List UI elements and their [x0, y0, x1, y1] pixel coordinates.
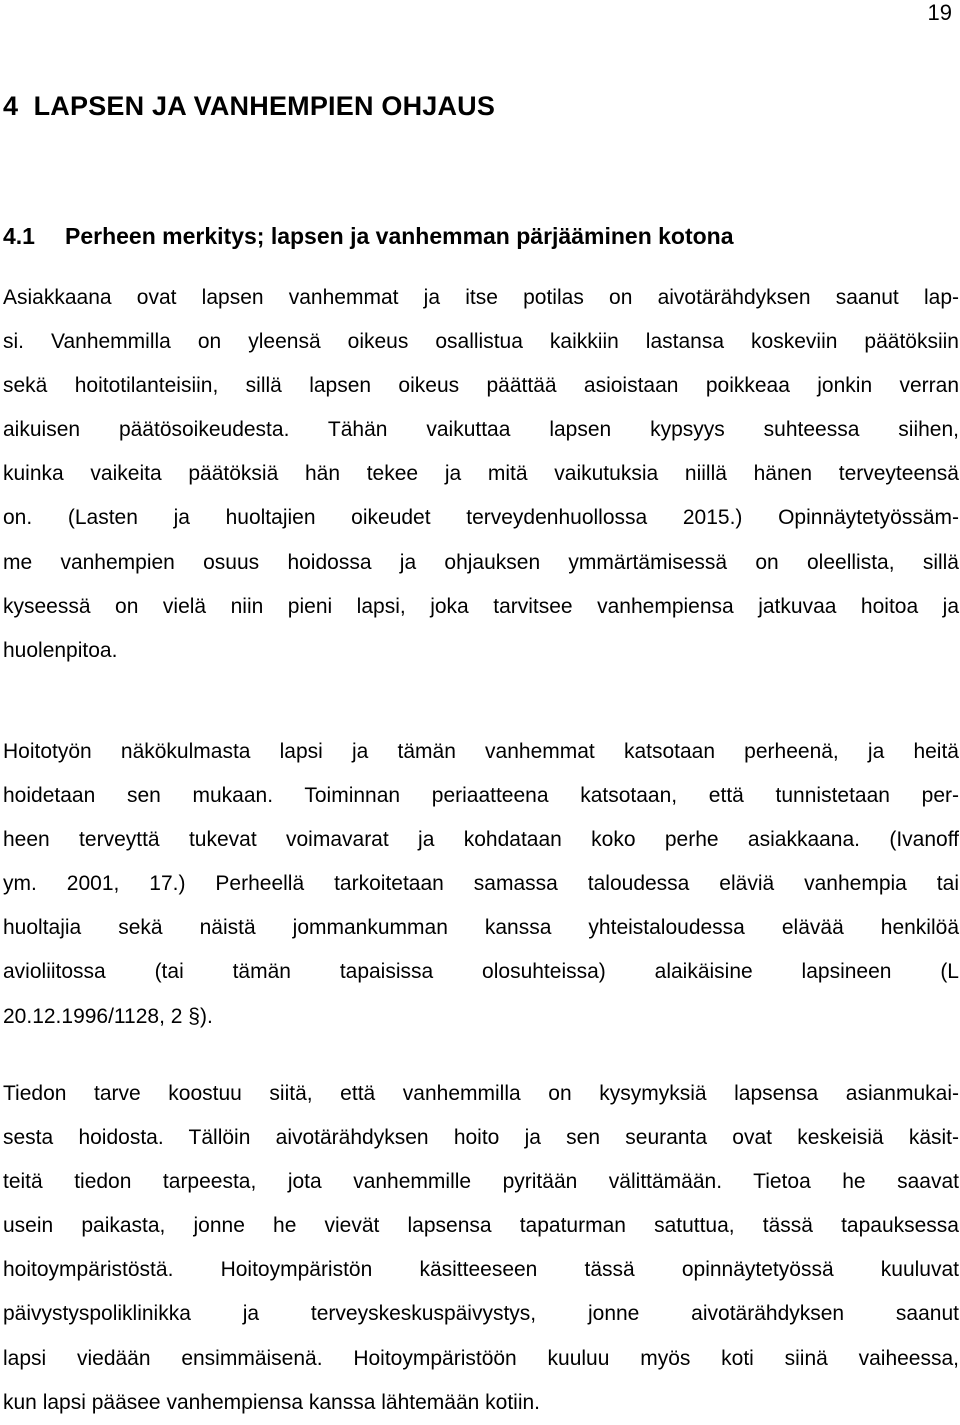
paragraph-line: sekä hoitotilanteisiin, sillä lapsen oikeus päättää asioistaan poikkeaa jonkin verran: [3, 374, 959, 398]
paragraph-line: lapsi viedään ensimmäisenä. Hoitoympäristöön kuuluu myös koti siinä vaiheessa,: [3, 1346, 959, 1370]
paragraph-line: avioliitossa (tai tämän tapaisissa olosuhteissa) alaikäisine lapsineen (L: [3, 960, 959, 984]
paragraph-line: päivystyspoliklinikka ja terveyskeskuspäivystys, jonne aivotärähdyksen saanut: [3, 1302, 959, 1326]
paragraph-line: huoltajia sekä näistä jommankumman kanssa yhteistaloudessa elävää henkilöä: [3, 916, 959, 940]
paragraph-line: teitä tiedon tarpeesta, jota vanhemmille pyritään välittämään. Tietoa he saavat: [3, 1170, 959, 1194]
chapter-heading: 4 LAPSEN JA VANHEMPIEN OHJAUS: [3, 91, 496, 121]
paragraph-line: ym. 2001, 17.) Perheellä tarkoitetaan samassa taloudessa eläviä vanhempia tai: [3, 872, 959, 896]
paragraph-line: heen terveyttä tukevat voimavarat ja kohdataan koko perhe asiakkaana. (Ivanoff: [3, 828, 959, 852]
paragraph-line: hoidetaan sen mukaan. Toiminnan periaatteena katsotaan, että tunnistetaan per-: [3, 784, 959, 808]
paragraph-line: me vanhempien osuus hoidossa ja ohjauksen ymmärtämisessä on oleellista, sillä: [3, 550, 959, 574]
paragraph-line: Hoitotyön näkökulmasta lapsi ja tämän vanhemmat katsotaan perheenä, ja heitä: [3, 740, 959, 763]
paragraph-line: sesta hoidosta. Tällöin aivotärähdyksen hoito ja sen seuranta ovat keskeisiä käsit-: [3, 1126, 959, 1150]
section-title: Perheen merkitys; lapsen ja vanhemman pärjääminen kotona: [65, 223, 734, 249]
paragraph-line: kuinka vaikeita päätöksiä hän tekee ja mitä vaikutuksia niillä hänen terveyteensä: [3, 462, 959, 486]
paragraph-line: kyseessä on vielä niin pieni lapsi, joka tarvitsee vanhempiensa jatkuvaa hoitoa ja: [3, 594, 959, 618]
paragraph-line: si. Vanhemmilla on yleensä oikeus osallistua kaikkiin lastansa koskeviin päätöksiin: [3, 330, 959, 354]
section-heading: [3, 216, 734, 256]
paragraph-line: kun lapsi pääsee vanhempiensa kanssa lähtemään kotiin.: [3, 1390, 541, 1414]
paragraph-3: [3, 1072, 959, 1425]
paragraph-line: Asiakkaana ovat lapsen vanhemmat ja itse potilas on aivotärähdyksen saanut lap-: [3, 286, 959, 309]
paragraph-line: usein paikasta, jonne he vievät lapsensa tapaturman satuttua, tässä tapauksessa: [3, 1214, 959, 1238]
paragraph-line: hoitoympäristöstä. Hoitoympäristön käsitteeseen tässä opinnäytetyössä kuuluvat: [3, 1258, 959, 1282]
paragraph-1: [3, 276, 959, 673]
paragraph-line: on. (Lasten ja huoltajien oikeudet terveydenhuollossa 2015.) Opinnäytetyössäm-: [3, 506, 959, 530]
paragraph-line: Tiedon tarve koostuu siitä, että vanhemmilla on kysymyksiä lapsensa asianmukai-: [3, 1082, 959, 1105]
paragraph-line: huolenpitoa.: [3, 638, 118, 662]
paragraph-line: 20.12.1996/1128, 2 §).: [3, 1004, 213, 1028]
paragraph-line: aikuisen päätösoikeudesta. Tähän vaikuttaa lapsen kypsyys suhteessa siihen,: [3, 418, 959, 442]
paragraph-2: [3, 730, 959, 1039]
page-number: 19: [927, 0, 952, 25]
section-number: 4.1: [3, 223, 35, 249]
